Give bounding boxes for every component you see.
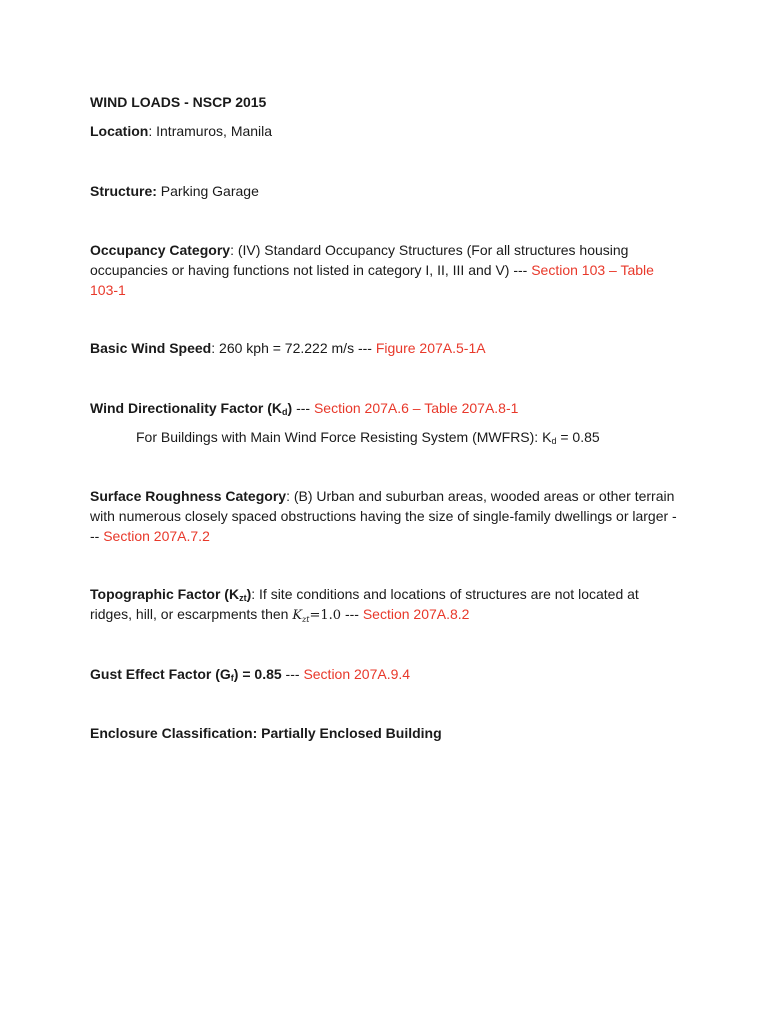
topographic-label-end: ) bbox=[246, 586, 252, 602]
gust-sep: --- bbox=[281, 666, 304, 682]
topographic-ref: Section 207A.8.2 bbox=[362, 606, 470, 622]
directionality-detail-text: For Buildings with Main Wind Force Resisting System (MWFRS): K bbox=[136, 429, 552, 445]
directionality-line bbox=[90, 398, 680, 418]
topographic-label-text: Topographic Factor (K bbox=[90, 586, 240, 602]
gust-ref: Section 207A.9.4 bbox=[303, 666, 411, 682]
gust-line bbox=[90, 664, 680, 684]
directionality-ref: Section 207A.6 – Table 207A.8-1 bbox=[313, 400, 519, 416]
occupancy-ref: Section 103 – Table 103-1 bbox=[90, 262, 654, 298]
directionality-detail bbox=[90, 427, 726, 447]
directionality-label bbox=[90, 400, 292, 416]
occupancy-value: : (IV) Standard Occupancy Structures (For all structures housing occupancies or having functions not listed in category I, II, III and V) --- bbox=[90, 242, 629, 278]
occupancy-paragraph bbox=[90, 240, 680, 300]
directionality-subscript: d bbox=[282, 407, 288, 417]
enclosure-line: Enclosure Classification: Partially Enclosed Building bbox=[90, 725, 442, 741]
gust-label-text: Gust Effect Factor (G bbox=[90, 666, 231, 682]
structure-value: Parking Garage bbox=[156, 183, 259, 199]
topographic-label bbox=[90, 586, 251, 602]
formula-equals: =1.0 bbox=[309, 608, 342, 623]
wind-speed-ref: Figure 207A.5-1A bbox=[375, 340, 486, 356]
topographic-sep: --- bbox=[341, 606, 363, 622]
doc-title: WIND LOADS - NSCP 2015 bbox=[90, 94, 267, 110]
occupancy-label: Occupancy Category bbox=[90, 242, 231, 258]
structure-line bbox=[90, 181, 680, 201]
formula-variable: K bbox=[292, 608, 303, 623]
directionality-sep: --- bbox=[292, 400, 314, 416]
roughness-label: Surface Roughness Category bbox=[90, 488, 287, 504]
gust-label-end: ) = 0.85 bbox=[233, 666, 282, 682]
topographic-formula bbox=[292, 608, 341, 623]
topographic-paragraph bbox=[90, 584, 675, 626]
location-label: Location bbox=[90, 123, 149, 139]
wind-speed-label: Basic Wind Speed bbox=[90, 340, 212, 356]
gust-label bbox=[90, 666, 282, 682]
gust-subscript: f bbox=[230, 673, 234, 683]
directionality-label-text: Wind Directionality Factor (K bbox=[90, 400, 283, 416]
location-value: : Intramuros, Manila bbox=[148, 123, 273, 139]
wind-speed-value: : 260 kph = 72.222 m/s --- bbox=[211, 340, 376, 356]
directionality-label-end: ) bbox=[287, 400, 293, 416]
roughness-value: : (B) Urban and suburban areas, wooded areas or other terrain with numerous closely spaced obstructions having the size of single-family dwellings or larger --- bbox=[90, 488, 677, 544]
location-line bbox=[90, 121, 680, 141]
topographic-subscript: zt bbox=[239, 593, 247, 603]
wind-speed-line bbox=[90, 338, 680, 358]
structure-label: Structure: bbox=[90, 183, 157, 199]
formula-subscript: zt bbox=[302, 615, 310, 624]
roughness-ref: Section 207A.7.2 bbox=[103, 528, 210, 544]
directionality-detail-subscript: d bbox=[551, 436, 557, 446]
topographic-value: : If site conditions and locations of structures are not located at ridges, hill, or escarpments then bbox=[90, 586, 639, 622]
directionality-detail-value: = 0.85 bbox=[556, 429, 600, 445]
roughness-paragraph bbox=[90, 486, 680, 546]
